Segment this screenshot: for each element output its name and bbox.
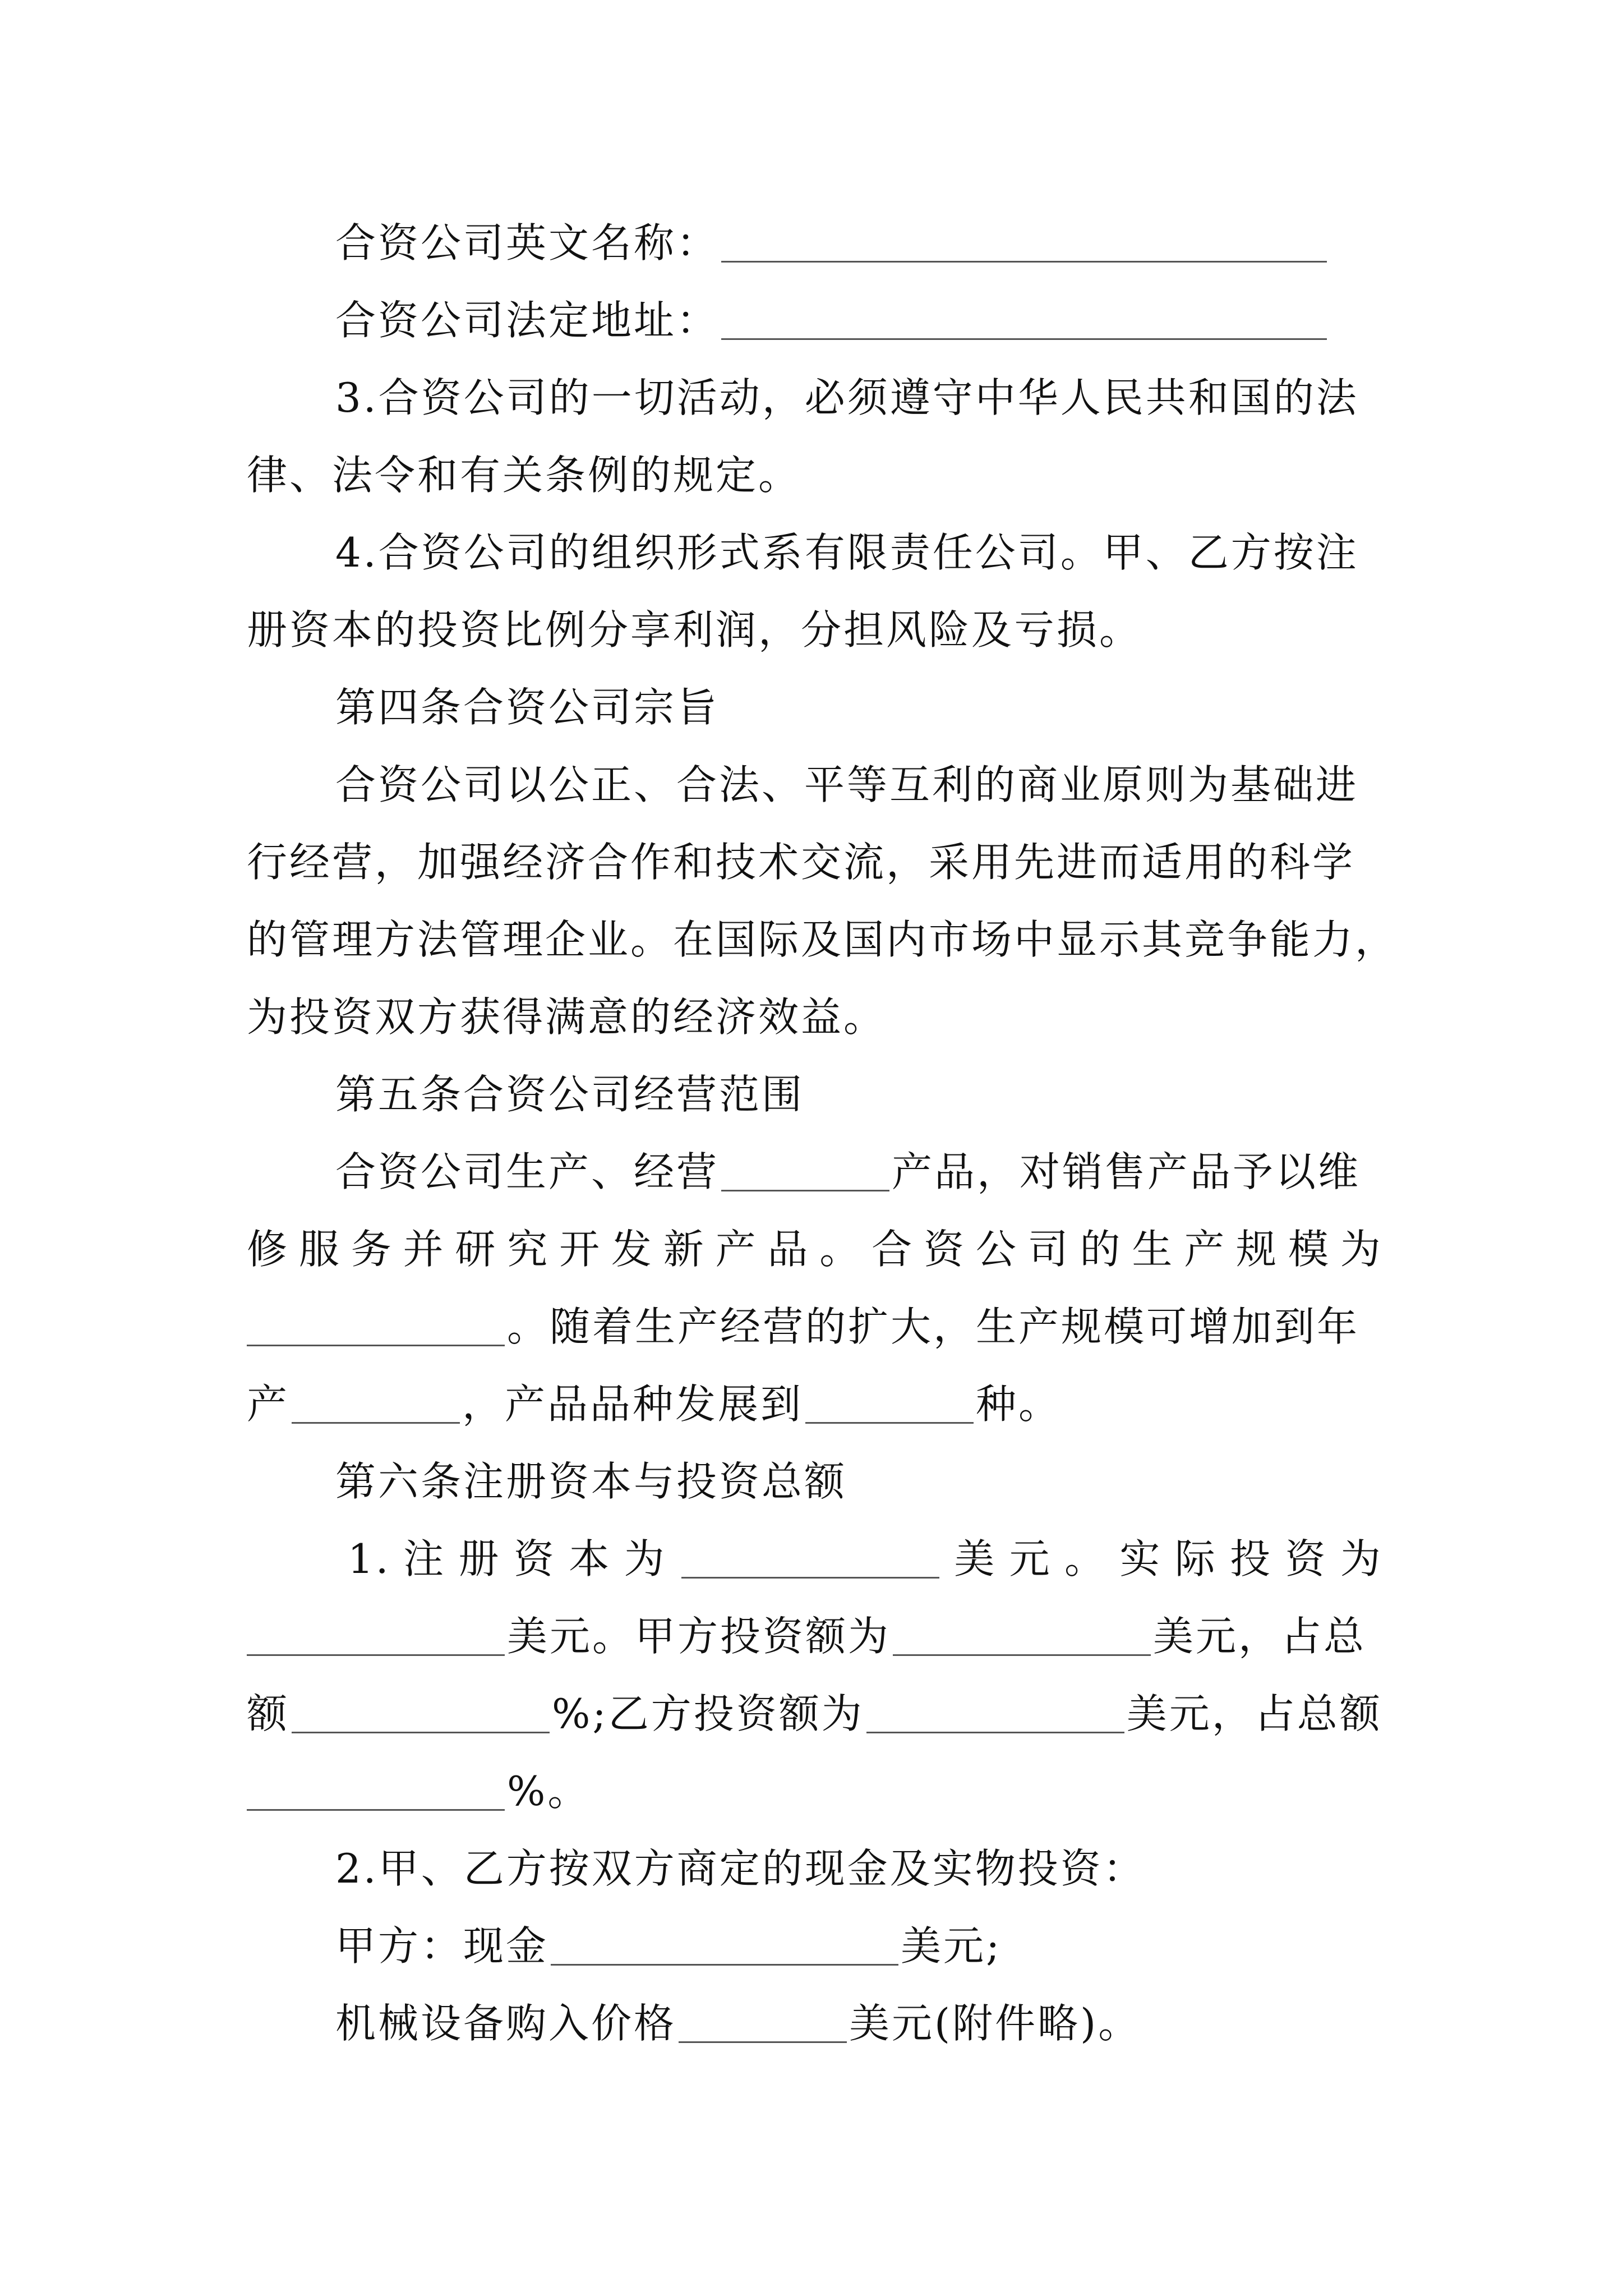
char: 模 [1288, 1226, 1331, 1273]
char: 元 [1009, 1535, 1052, 1582]
scope-line-3: 。随着生产经营的扩大，生产规模可增加到年 [247, 1288, 1383, 1365]
cash-kind-heading: 2.甲、乙方按双方商定的现金及实物投资： [335, 1845, 1146, 1892]
scope-line-1: 合资公司生产、经营 产品，对销售产品予以维 [335, 1148, 1361, 1195]
clause-3-line-2: 律、法令和有关条例的规定。 [247, 452, 801, 499]
capital-line-1 [247, 1520, 1383, 1598]
party-b-percent-blank[interactable] [247, 1769, 505, 1811]
char: 产 [1184, 1226, 1227, 1273]
clause-3-line-1: 3.合资公司的一切活动，必须遵守中华人民共和国的法 [335, 374, 1359, 421]
char: 为 [624, 1535, 667, 1582]
production-scale-blank[interactable] [247, 1304, 505, 1346]
char: 开 [559, 1226, 602, 1273]
purpose-line-1: 合资公司以公正、合法、平等互利的商业原则为基础进 [335, 761, 1359, 808]
purpose-line-2: 行经营，加强经济合作和技术交流，采用先进而适用的科学 [247, 839, 1355, 886]
clause-4-line-1: 4.合资公司的组织形式系有限责任公司。甲、乙方按注 [335, 529, 1359, 576]
char: 品 [767, 1226, 810, 1273]
char: 合 [872, 1226, 915, 1273]
char: 。 [819, 1226, 863, 1273]
char: 。 [1064, 1535, 1108, 1582]
capital-line-3: 额 %;乙方投资额为 美元，占总额 [247, 1690, 1382, 1737]
actual-investment-blank[interactable] [247, 1614, 505, 1656]
char: 发 [611, 1226, 654, 1273]
purpose-line-4: 为投资双方获得满意的经济效益。 [247, 993, 887, 1041]
char: 资 [513, 1535, 556, 1582]
capital-line-4: %。 [247, 1752, 1383, 1830]
char: 研 [455, 1226, 498, 1273]
party-a-cash-blank[interactable] [551, 1924, 898, 1966]
char: 注 [403, 1535, 446, 1582]
scope-line-4: 产 ，产品品种发展到 种。 [247, 1381, 1062, 1428]
party-a-percent-blank[interactable] [292, 1691, 550, 1733]
char: 投 [1230, 1535, 1273, 1582]
char: 的 [1080, 1226, 1123, 1273]
english-name-blank[interactable] [721, 220, 1327, 263]
char: 资 [1285, 1535, 1328, 1582]
product-blank[interactable] [721, 1149, 889, 1191]
purpose-line-3: 的管理方法管理企业。在国际及国内市场中显示其竞争能力， [247, 916, 1398, 963]
english-name-line: 合资公司英文名称： [247, 204, 1383, 282]
char: 为 [1340, 1226, 1383, 1273]
char: 司 [1027, 1226, 1071, 1273]
char: 资 [923, 1226, 966, 1273]
char: 服 [298, 1226, 342, 1273]
char: 美 [954, 1535, 997, 1582]
capital-line-2: 美元。甲方投资额为 美元，占总 [247, 1598, 1383, 1675]
article-5-heading: 第五条合资公司经营范围 [335, 1071, 805, 1118]
char: 规 [1236, 1226, 1279, 1273]
char: 册 [458, 1535, 501, 1582]
char: 务 [351, 1226, 394, 1273]
char: 为 [1340, 1535, 1383, 1582]
clause-4-line-2: 册资本的投资比例分享利润，分担风险及亏损。 [247, 606, 1142, 654]
char: 公 [975, 1226, 1018, 1273]
char: 1. [348, 1535, 391, 1582]
party-a-cash-line: 甲方：现金 美元; [335, 1922, 1002, 1970]
party-a-investment-blank[interactable] [893, 1614, 1151, 1656]
char: 并 [403, 1226, 446, 1273]
char: 本 [569, 1535, 612, 1582]
char: 实 [1119, 1535, 1163, 1582]
contract-text [247, 204, 1398, 2062]
legal-address-blank[interactable] [721, 298, 1327, 340]
registered-capital-blank[interactable] [681, 1536, 939, 1579]
char: 修 [247, 1226, 290, 1273]
annual-output-blank[interactable] [292, 1382, 460, 1424]
char: 新 [663, 1226, 706, 1273]
scope-line-2 [247, 1211, 1383, 1288]
equipment-line: 机械设备购入价格 美元(附件略)。 [335, 2000, 1141, 2047]
char: 生 [1132, 1226, 1175, 1273]
equipment-price-blank[interactable] [679, 2001, 847, 2043]
legal-address-line: 合资公司法定地址： [247, 282, 1383, 359]
char: 产 [715, 1226, 758, 1273]
article-4-heading: 第四条合资公司宗旨 [335, 684, 720, 731]
article-6-heading: 第六条注册资本与投资总额 [335, 1458, 847, 1505]
product-variety-blank[interactable] [805, 1382, 974, 1424]
char: 究 [507, 1226, 550, 1273]
party-b-investment-blank[interactable] [866, 1691, 1124, 1733]
char: 际 [1174, 1535, 1218, 1582]
